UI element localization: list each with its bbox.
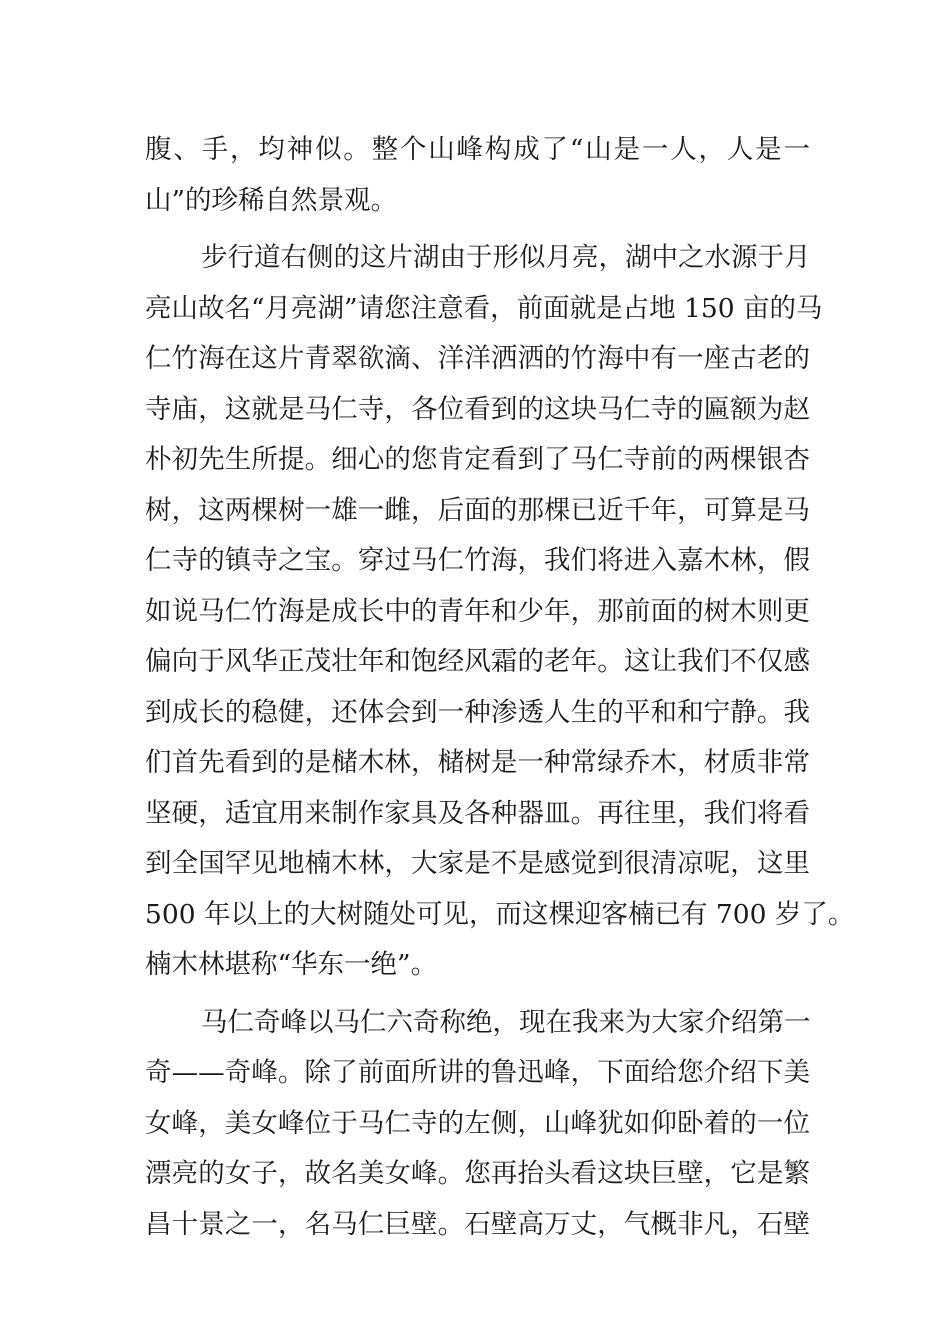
- text-line: 步行道右侧的这片湖由于形似月亮，湖中之水源于月: [201, 242, 811, 273]
- text-line: 山”的珍稀自然景观。: [145, 184, 398, 216]
- text-line: 坚硬，适宜用来制作家具及各种器皿。再往里，我们将看: [145, 797, 810, 829]
- text-line: 到成长的稳健，还体会到一种渗透人生的平和和宁静。我: [145, 696, 810, 728]
- text-line: 偏向于风华正茂壮年和饱经风霜的老年。这让我们不仅感: [145, 646, 810, 677]
- text-line: 漂亮的女子，故名美女峰。您再抬头看这块巨壁，它是繁: [145, 1158, 810, 1189]
- text-line: 亮山故名“月亮湖”请您注意看，前面就是占地 150 亩的马: [145, 292, 823, 324]
- text-line: 如说马仁竹海是成长中的青年和少年，那前面的树木则更: [145, 595, 810, 627]
- text-line: 仁寺的镇寺之宝。穿过马仁竹海，我们将进入嘉木林，假: [145, 545, 810, 576]
- text-line: 到全国罕见地楠木林，大家是不是感觉到很清凉呢，这里: [145, 848, 810, 879]
- text-line: 奇——奇峰。除了前面所讲的鲁迅峰，下面给您介绍下美: [145, 1057, 810, 1088]
- text-line: 昌十景之一，名马仁巨壁。石壁高万丈，气概非凡，石壁: [145, 1208, 810, 1240]
- body-text: [145, 125, 855, 1250]
- text-line: 楠木林堪称“华东一绝”。: [145, 949, 438, 980]
- text-line: 朴初先生所提。细心的您肯定看到了马仁寺前的两棵银杏: [145, 444, 810, 475]
- text-line: 树，这两棵树一雄一雌，后面的那棵已近千年，可算是马: [145, 494, 810, 526]
- text-line: 仁竹海在这片青翠欲滴、洋洋洒洒的竹海中有一座古老的: [145, 343, 810, 374]
- text-line: 寺庙，这就是马仁寺，各位看到的这块马仁寺的匾额为赵: [145, 393, 810, 425]
- text-line: 500 年以上的大树随处可见，而这棵迎客楠已有 700 岁了。: [145, 898, 855, 930]
- text-line: 马仁奇峰以马仁六奇称绝，现在我来为大家介绍第一: [201, 1006, 811, 1038]
- text-line: 腹、手，均神似。整个山峰构成了“山是一人，人是一: [145, 134, 810, 165]
- text-line: 们首先看到的是槠木林，槠树是一种常绿乔木，材质非常: [145, 747, 810, 778]
- text-line: 女峰，美女峰位于马仁寺的左侧，山峰犹如仰卧着的一位: [145, 1107, 810, 1139]
